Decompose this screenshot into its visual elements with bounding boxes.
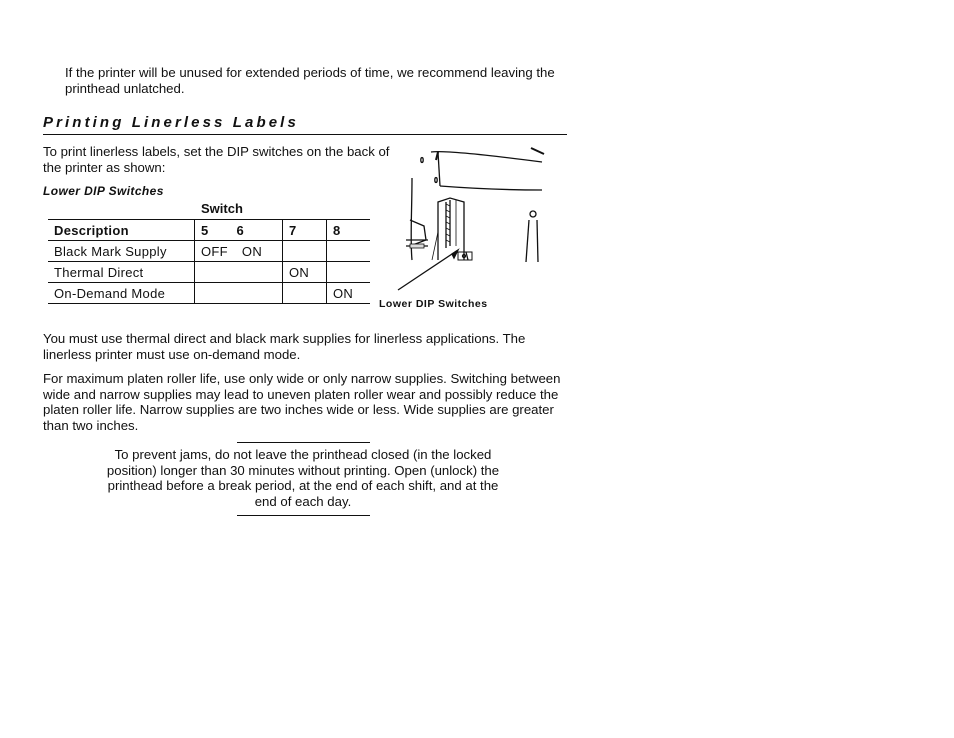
cell-switch-7 (283, 283, 327, 304)
lower-dip-switches-heading: Lower DIP Switches (43, 184, 164, 198)
cell-switch-6: ON (241, 243, 263, 259)
row-description: Black Mark Supply (48, 241, 195, 262)
caution-bottom-rule (237, 515, 370, 516)
header-switch-5-6 (195, 220, 283, 241)
dip-instructions: To print linerless labels, set the DIP switches on the back of the printer as shown: (43, 144, 390, 175)
caution-text: To prevent jams, do not leave the printhead closed (in the locked position) longer than 30 minutes without printing. Open (unlock) the printhead before a break period, at the end of each shift, and at the end of each day. (106, 447, 500, 509)
table-row (48, 262, 370, 283)
header-description: Description (48, 220, 195, 241)
row-switch-5-6 (195, 262, 283, 283)
printer-dip-switch-illustration (376, 140, 556, 320)
header-switch-7: 7 (283, 220, 327, 241)
figure-caption: Lower DIP Switches (379, 298, 488, 310)
cell-switch-5: OFF (201, 243, 228, 259)
row-description: Thermal Direct (48, 262, 195, 283)
cell-switch-7: ON (283, 262, 327, 283)
cell-switch-8 (327, 262, 371, 283)
section-title: Printing Linerless Labels (43, 114, 299, 131)
dip-switch-table (48, 219, 370, 304)
intro-paragraph: If the printer will be unused for extended periods of time, we recommend leaving the printhead unlatched. (65, 65, 555, 96)
row-description: On-Demand Mode (48, 283, 195, 304)
row-switch-5-6 (195, 241, 283, 262)
cell-switch-8 (327, 241, 371, 262)
table-header-row (48, 220, 370, 241)
header-switch-5: 5 (201, 222, 209, 238)
table-row (48, 283, 370, 304)
switch-column-label: Switch (201, 201, 243, 216)
header-switch-8: 8 (327, 220, 371, 241)
header-switch-6: 6 (236, 222, 245, 238)
row-switch-5-6 (195, 283, 283, 304)
platen-roller-note: For maximum platen roller life, use only wide or only narrow supplies. Switching between wide and narrow supplies may lead to uneven platen roller wear and possibly reduce the platen roller life. Narrow supplies are two inches wide or less. Wide supplies are greater than two inches. (43, 371, 561, 433)
table-row (48, 241, 370, 262)
cell-switch-7 (283, 241, 327, 262)
cell-switch-8: ON (327, 283, 371, 304)
linerless-note: You must use thermal direct and black mark supplies for linerless applications. The linerless printer must use on-demand mode. (43, 331, 526, 362)
caution-top-rule (237, 442, 370, 443)
section-title-rule (43, 134, 567, 135)
